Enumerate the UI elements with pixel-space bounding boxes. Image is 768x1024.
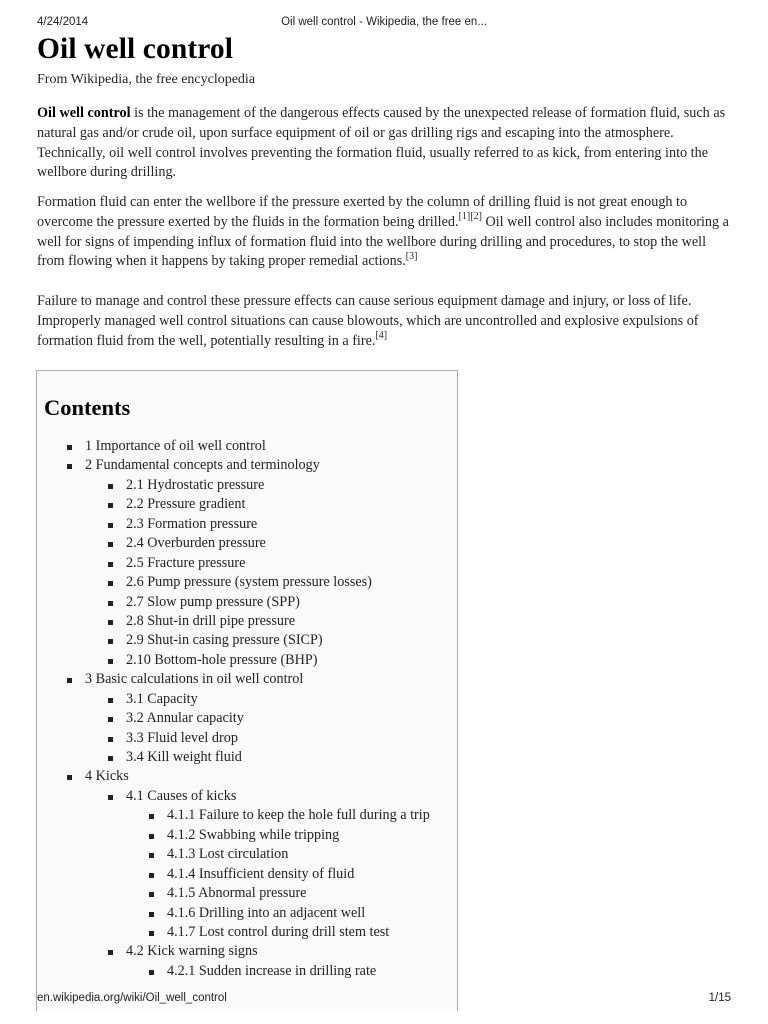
toc-item: [37, 884, 457, 903]
bullet-icon: [149, 814, 154, 819]
toc-item: [37, 612, 457, 631]
intro-paragraph-3: [37, 292, 732, 351]
bullet-icon: [149, 931, 154, 936]
bullet-icon: [108, 620, 113, 625]
toc-link[interactable]: 1 Importance of oil well control: [85, 438, 266, 454]
paragraph-text: Failure to manage and control these pressure effects can cause serious equipment damage and injury, or loss of life. Improperly managed well control situations can cause blowouts, which are uncontrolled and explosive expulsions of formation fluid from the well, potentially resulting in a fire.: [37, 293, 699, 349]
citation-link-1[interactable]: [1]: [458, 211, 471, 223]
paragraph-text: Oil well control also includes monitoring a well for signs of impending influx of formation fluid into the wellbore during drilling and procedures, to stop the well from flowing when it happens by taking proper remedial actions.: [37, 213, 729, 270]
bullet-icon: [149, 853, 154, 858]
toc-item: [37, 476, 457, 495]
page-url: en.wikipedia.org/wiki/Oil_well_control: [37, 992, 227, 1004]
toc-link[interactable]: 4.1.7 Lost control during drill stem test: [167, 923, 390, 940]
toc-link[interactable]: 2.6 Pump pressure (system pressure losses): [126, 574, 372, 591]
citation-link-3[interactable]: [3]: [405, 250, 418, 262]
toc-item: [37, 767, 457, 786]
toc-link[interactable]: 2 Fundamental concepts and terminology: [85, 457, 320, 474]
toc-link[interactable]: 2.7 Slow pump pressure (SPP): [126, 593, 300, 610]
toc-link[interactable]: 3.1 Capacity: [126, 690, 198, 707]
bullet-icon: [67, 445, 72, 450]
toc-link[interactable]: 2.8 Shut-in drill pipe pressure: [126, 612, 296, 629]
bullet-icon: [67, 678, 72, 683]
table-of-contents: [36, 370, 458, 1011]
toc-list: [37, 437, 457, 981]
toc-item: [37, 904, 457, 923]
toc-item: [37, 942, 457, 961]
toc-link[interactable]: 2.1 Hydrostatic pressure: [126, 476, 265, 493]
paragraph-text: is the management of the dangerous effects caused by the unexpected release of formation fluid, such as natural gas and/or crude oil, upon surface equipment of oil or gas drilling rigs and escaping into the atmosphere. Technically, oil well control involves preventing the formation fluid, usually referred to as kick, from entering into the wellbore during drilling.: [37, 105, 726, 181]
citation-link-2[interactable]: [2]: [470, 211, 482, 223]
paragraph-text: Formation fluid can enter the wellbore if the pressure exerted by the column of drilling fluid is not great enough to overcome the pressure exerted by the fluids in the formation being drilled.: [37, 194, 688, 230]
toc-link[interactable]: 4.1.5 Abnormal pressure: [167, 885, 307, 902]
toc-item: [37, 651, 457, 670]
toc-item: [37, 456, 457, 475]
intro-paragraph-2: [37, 193, 732, 272]
toc-item: [37, 437, 457, 456]
toc-link[interactable]: 2.2 Pressure gradient: [126, 496, 246, 513]
toc-item: [37, 690, 457, 709]
bold-term: Oil well control: [37, 105, 131, 121]
bullet-icon: [108, 698, 113, 703]
toc-item: [37, 845, 457, 864]
toc-item: [37, 787, 457, 806]
toc-link[interactable]: 3 Basic calculations in oil well control: [85, 671, 304, 688]
print-footer: [37, 992, 731, 1008]
toc-item: [37, 631, 457, 650]
page-number: 1/15: [708, 992, 731, 1004]
toc-link[interactable]: 4.1.6 Drilling into an adjacent well: [167, 904, 366, 921]
bullet-icon: [108, 601, 113, 606]
page-subtitle: From Wikipedia, the free encyclopedia: [37, 72, 256, 87]
toc-item: [37, 806, 457, 825]
toc-link[interactable]: 2.3 Formation pressure: [126, 515, 258, 532]
toc-title: Contents: [44, 395, 131, 420]
bullet-icon: [108, 737, 113, 742]
print-date: 4/24/2014: [37, 16, 89, 28]
toc-item: [37, 865, 457, 884]
toc-link[interactable]: 2.10 Bottom-hole pressure (BHP): [126, 651, 318, 668]
bullet-icon: [67, 464, 72, 469]
bullet-icon: [108, 756, 113, 761]
toc-item: [37, 495, 457, 514]
toc-link[interactable]: 4.1 Causes of kicks: [126, 787, 237, 804]
page-title: Oil well control: [37, 33, 234, 65]
bullet-icon: [108, 717, 113, 722]
toc-link[interactable]: 2.5 Fracture pressure: [126, 554, 246, 571]
toc-link[interactable]: 4.2 Kick warning signs: [126, 943, 258, 960]
bullet-icon: [108, 542, 113, 547]
toc-item: [37, 748, 457, 767]
bullet-icon: [149, 912, 154, 917]
toc-item: [37, 573, 457, 592]
intro-paragraph-1: [37, 104, 732, 183]
toc-link[interactable]: 3.3 Fluid level drop: [126, 729, 238, 746]
toc-item: [37, 534, 457, 553]
bullet-icon: [108, 581, 113, 586]
bullet-icon: [108, 562, 113, 567]
toc-link[interactable]: 4.1.3 Lost circulation: [167, 846, 289, 863]
toc-item: [37, 515, 457, 534]
bullet-icon: [149, 892, 154, 897]
bullet-icon: [108, 484, 113, 489]
toc-link[interactable]: 4.1.1 Failure to keep the hole full during a trip: [167, 807, 430, 824]
bullet-icon: [149, 834, 154, 839]
bullet-icon: [108, 639, 113, 644]
toc-link[interactable]: 4 Kicks: [85, 768, 129, 785]
toc-item: [37, 923, 457, 942]
print-title: Oil well control - Wikipedia, the free en...: [281, 16, 487, 28]
toc-link[interactable]: 4.1.4 Insufficient density of fluid: [167, 865, 355, 882]
toc-item: [37, 709, 457, 728]
bullet-icon: [149, 970, 154, 975]
bullet-icon: [108, 503, 113, 508]
toc-item: [37, 554, 457, 573]
bullet-icon: [108, 659, 113, 664]
bullet-icon: [67, 775, 72, 780]
toc-item: [37, 962, 457, 981]
toc-item: [37, 729, 457, 748]
bullet-icon: [108, 523, 113, 528]
bullet-icon: [149, 873, 154, 878]
toc-link[interactable]: 2.9 Shut-in casing pressure (SICP): [126, 632, 323, 649]
bullet-icon: [108, 950, 113, 955]
toc-item: [37, 670, 457, 689]
toc-link[interactable]: 4.1.2 Swabbing while tripping: [167, 826, 340, 843]
toc-link[interactable]: 3.4 Kill weight fluid: [126, 749, 242, 765]
citation-link-4[interactable]: [4]: [375, 329, 388, 341]
print-header: [37, 16, 731, 32]
toc-link[interactable]: 3.2 Annular capacity: [126, 710, 244, 727]
toc-link[interactable]: 2.4 Overburden pressure: [126, 535, 266, 552]
bullet-icon: [108, 795, 113, 800]
toc-link[interactable]: 4.2.1 Sudden increase in drilling rate: [167, 962, 377, 979]
toc-item: [37, 826, 457, 845]
toc-item: [37, 593, 457, 612]
